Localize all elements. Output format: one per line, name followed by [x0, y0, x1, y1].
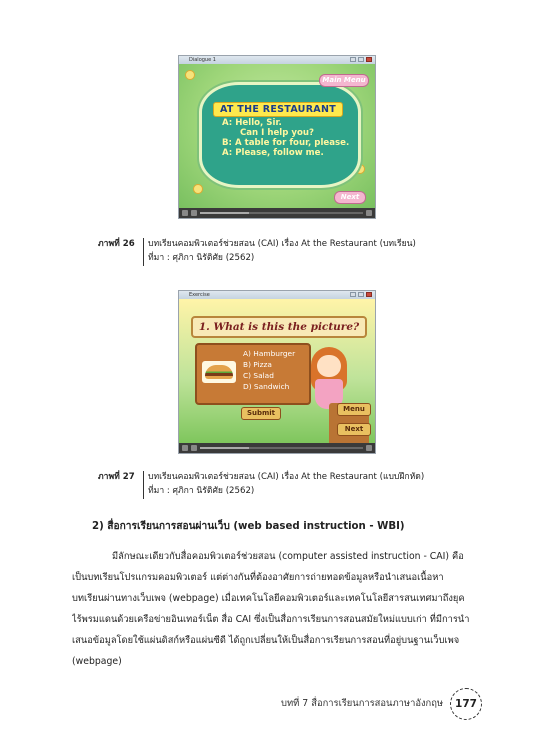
dialogue-line: Can I help you?: [222, 128, 315, 138]
lesson-scene: [179, 64, 375, 208]
dialogue-line: A: Hello, Sir.: [222, 118, 282, 128]
figure-label: ภาพที่ 26: [98, 239, 135, 249]
figure-label: ภาพที่ 27: [98, 472, 135, 482]
submit-button[interactable]: Submit: [241, 407, 281, 420]
close-icon: [366, 57, 372, 62]
main-menu-button[interactable]: Main Menu: [319, 74, 369, 87]
stop-icon[interactable]: [191, 445, 197, 451]
answer-option[interactable]: A) Hamburger: [243, 349, 296, 358]
maximize-icon: [358, 57, 364, 62]
seek-bar[interactable]: [200, 212, 363, 214]
answer-option[interactable]: D) Sandwich: [243, 382, 290, 391]
next-button[interactable]: Next: [334, 191, 366, 204]
caption-text: บทเรียนคอมพิวเตอร์ช่วยสอน (CAI) เรื่อง At the Restaurant (บทเรียน): [148, 239, 416, 249]
media-player-bar: [179, 443, 375, 453]
paragraph-line: มีลักษณะเดียวกับสื่อคอมพิวเตอร์ช่วยสอน (computer assisted instruction - CAI) คือ: [112, 551, 464, 562]
window-controls: [350, 292, 372, 297]
girl-character-face: [317, 355, 341, 377]
page-number: 177: [450, 688, 482, 720]
paragraph-line: เสนอข้อมูลโดยใช้แผ่นดิสก์หรือแผ่นซีดี ได้ถูกเปลี่ยนให้เป็นสื่อการเรียนการสอนที่อยู่บนฐานเว็บเพจ: [72, 635, 460, 646]
close-icon: [366, 292, 372, 297]
caption-divider: [143, 238, 144, 266]
chapter-footer: บทที่ 7 สื่อการเรียนการสอนภาษาอังกฤษ: [281, 698, 444, 709]
dialogue-line: B: A table for four, please.: [222, 138, 350, 148]
volume-icon[interactable]: [366, 210, 372, 216]
play-icon[interactable]: [182, 210, 188, 216]
caption-source: ที่มา : ศุภิกา นิรัติศัย (2562): [148, 486, 255, 496]
minimize-icon: [350, 57, 356, 62]
paragraph-line: บทเรียนผ่านทางเว็บเพจ (webpage) เมื่อเทคโนโลยีคอมพิวเตอร์และเทคโนโลยีสารสนเทศมาถึงยุค: [72, 593, 465, 604]
window-title: Exercise: [189, 292, 210, 298]
cai-exercise-screenshot: [178, 290, 376, 454]
flower-decoration-icon: [185, 70, 195, 80]
window-controls: [350, 57, 372, 62]
answer-option[interactable]: B) Pizza: [243, 360, 272, 369]
next-button[interactable]: Next: [337, 423, 371, 436]
window-title: Dialogue 1: [189, 57, 216, 63]
media-player-bar: [179, 208, 375, 218]
menu-button[interactable]: Menu: [337, 403, 371, 416]
stop-icon[interactable]: [191, 210, 197, 216]
caption-source: ที่มา : ศุภิกา นิรัติศัย (2562): [148, 253, 255, 263]
paragraph-line: (webpage): [72, 656, 122, 667]
flower-decoration-icon: [193, 184, 203, 194]
figure-26-caption: [98, 238, 478, 268]
minimize-icon: [350, 292, 356, 297]
hamburger-icon: [205, 365, 233, 379]
paragraph-line: ไร้พรมแดนด้วยเครือข่ายอินเทอร์เน็ต สื่อ CAI ซึ่งเป็นสื่อการเรียนการสอนสมัยใหม่แบบเก่า ที่มีการนำ: [72, 614, 470, 625]
caption-divider: [143, 471, 144, 499]
caption-text: บทเรียนคอมพิวเตอร์ช่วยสอน (CAI) เรื่อง At the Restaurant (แบบฝึกหัด): [148, 472, 425, 482]
cai-lesson-screenshot: [178, 55, 376, 219]
answer-option[interactable]: C) Salad: [243, 371, 274, 380]
lesson-heading: AT THE RESTAURANT: [213, 102, 343, 117]
section-heading: 2) สื่อการเรียนการสอนผ่านเว็บ (web based instruction - WBI): [92, 521, 405, 532]
dialogue-line: A: Please, follow me.: [222, 148, 324, 158]
maximize-icon: [358, 292, 364, 297]
question-banner: 1. What is this the picture?: [191, 316, 367, 338]
seek-bar[interactable]: [200, 447, 363, 449]
body-paragraph: [72, 546, 482, 672]
volume-icon[interactable]: [366, 445, 372, 451]
exercise-scene: [179, 299, 375, 443]
paragraph-line: เป็นบทเรียนโปรแกรมคอมพิวเตอร์ แต่ต่างกันที่ต้องอาศัยการถ่ายทอดข้อมูลหรือนำเสนอเนื้อหา: [72, 572, 444, 583]
figure-27-caption: [98, 471, 478, 501]
play-icon[interactable]: [182, 445, 188, 451]
